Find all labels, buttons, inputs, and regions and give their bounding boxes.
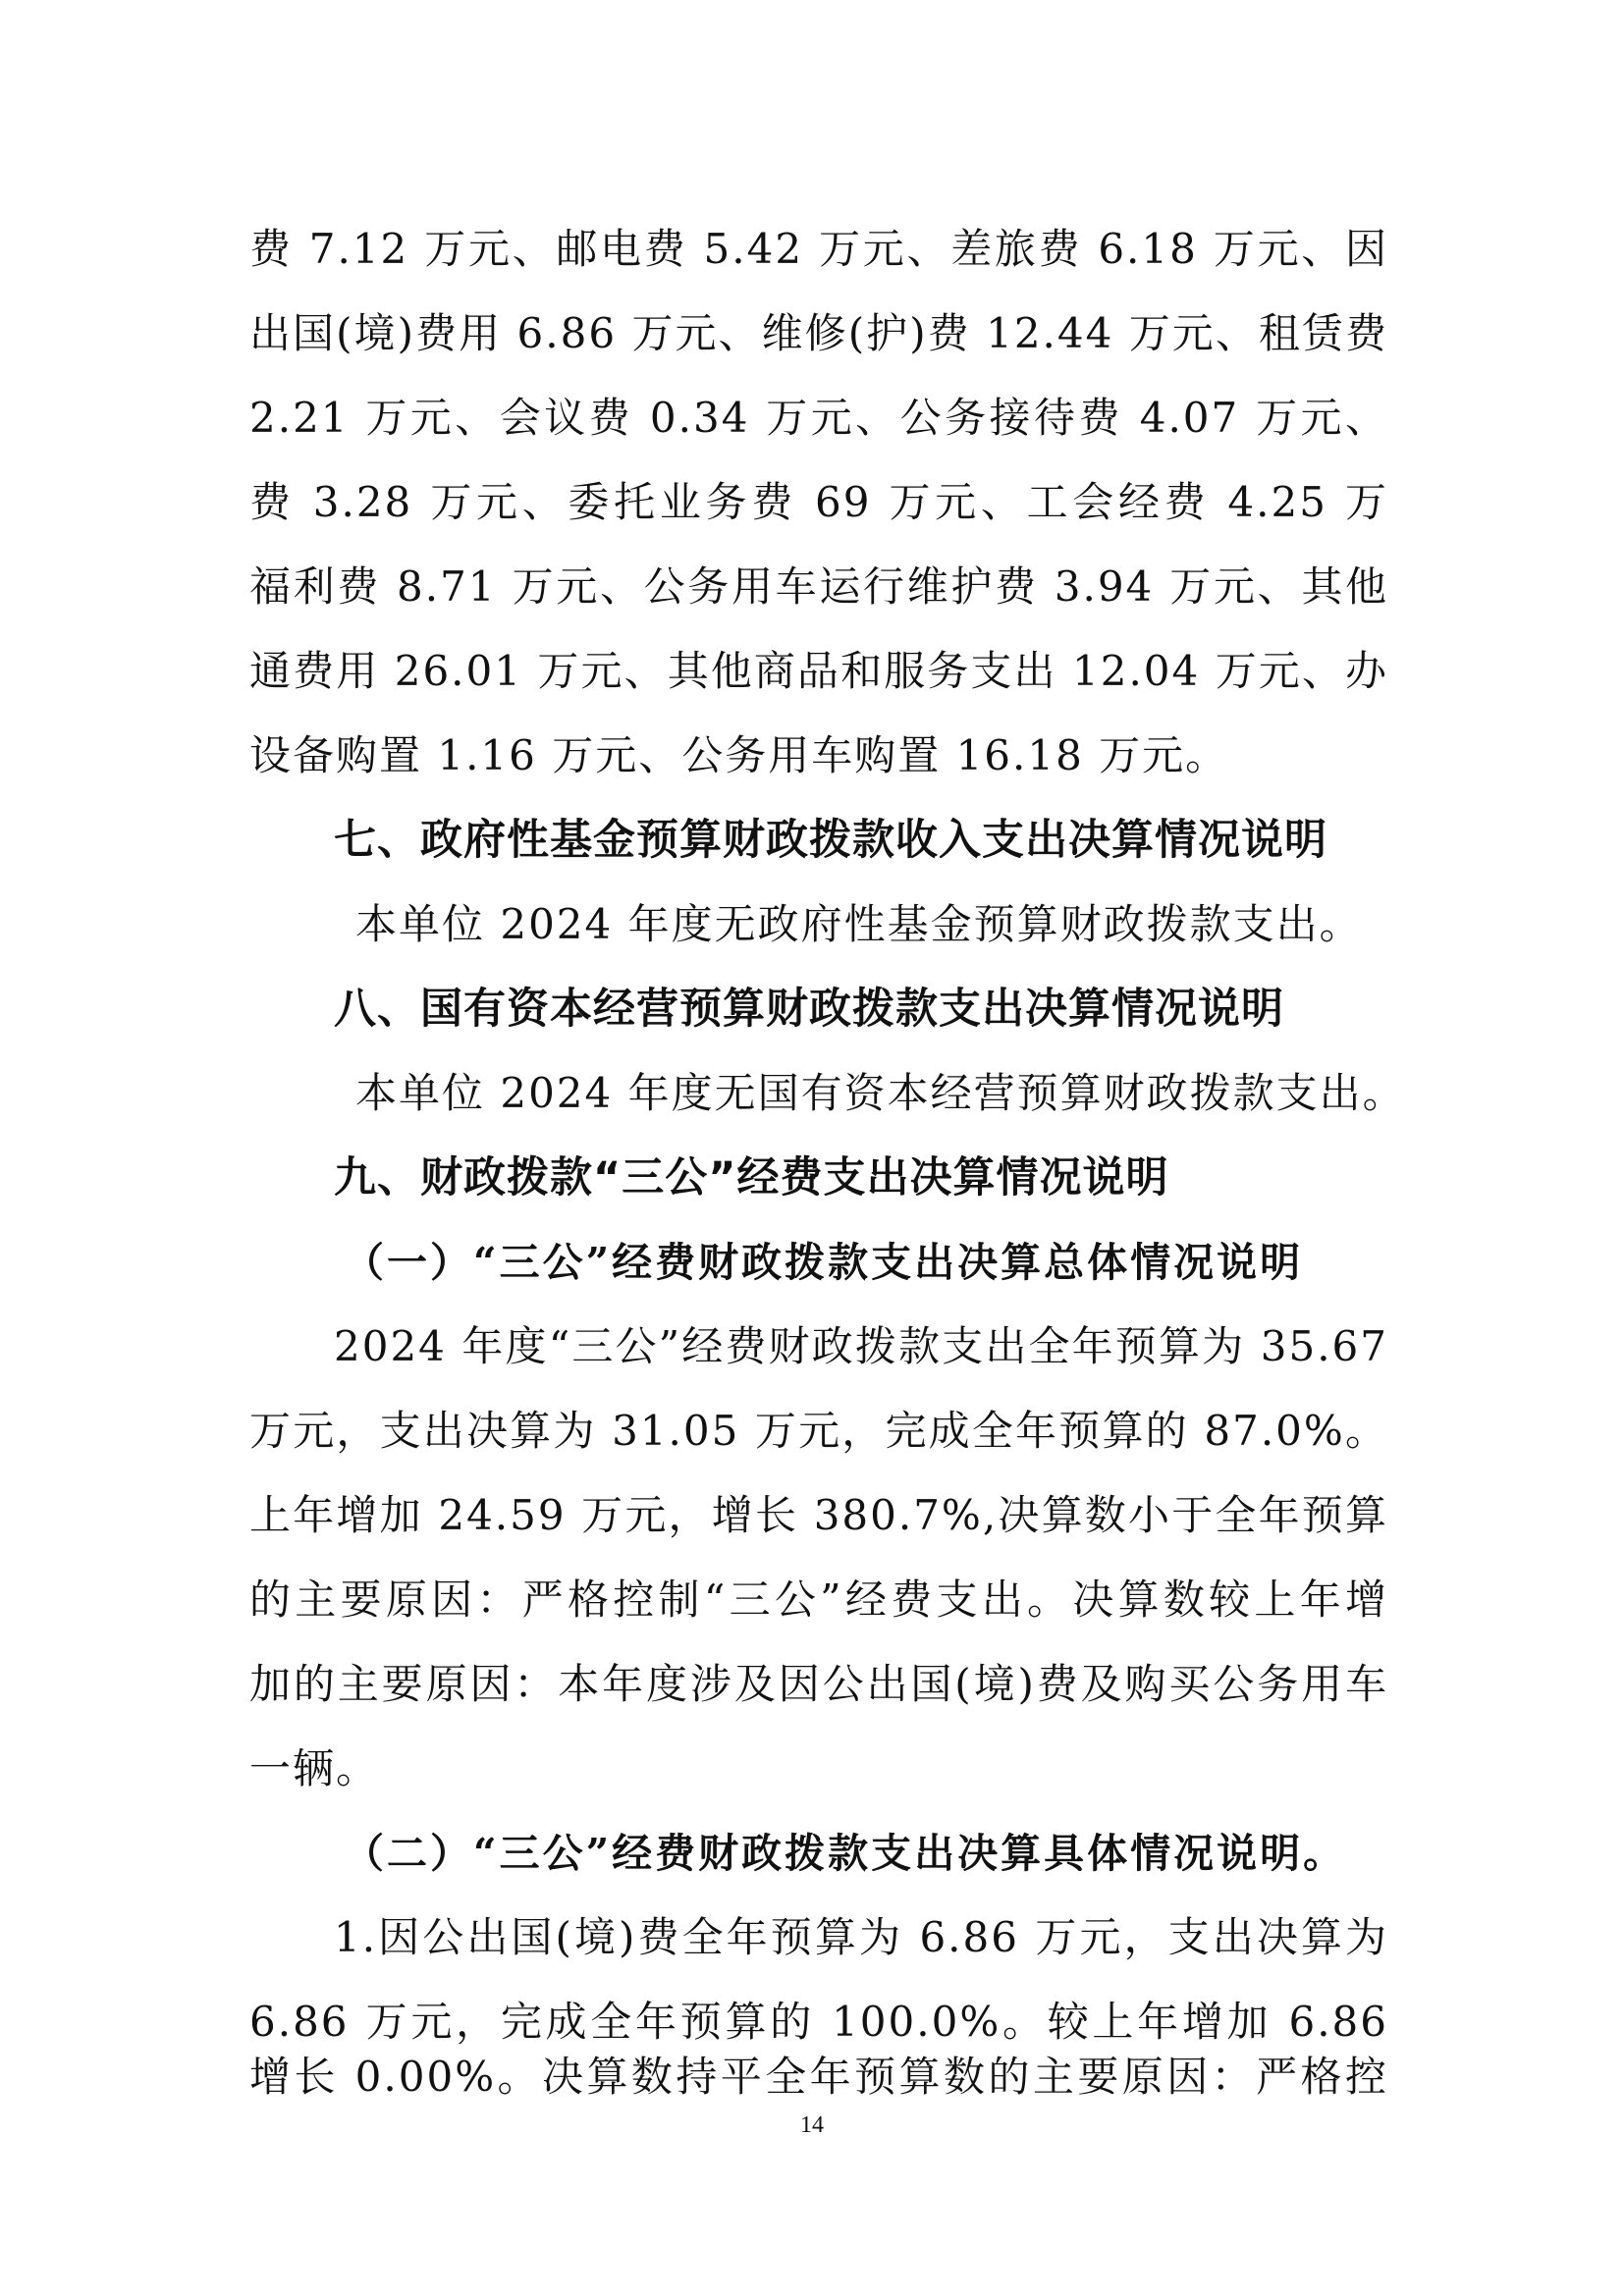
page-number: 14 — [800, 2112, 824, 2138]
expense-paragraph-line-3: 2.21 万元、会议费 0.34 万元、公务接待费 4.07 万元、 — [249, 394, 1388, 442]
section-7-heading: 七、政府性基金预算财政拨款收入支出决算情况说明 — [334, 816, 1327, 865]
section-8-body: 本单位 2024 年度无国有资本经营预算财政拨款支出。 — [355, 1069, 1406, 1117]
section-9-2-heading: （二）“三公”经费财政拨款支出决算具体情况说明。 — [344, 1830, 1347, 1877]
section-9-2-body-line-1: 1.因公出国(境)费全年预算为 6.86 万元，支出决算为 — [334, 1913, 1388, 1961]
section-9-1-heading: （一）“三公”经费财政拨款支出决算总体情况说明 — [344, 1239, 1304, 1286]
section-9-1-body-line-1: 2024 年度“三公”经费财政拨款支出全年预算为 35.67 — [334, 1322, 1388, 1370]
section-8-heading: 八、国有资本经营预算财政拨款支出决算情况说明 — [334, 985, 1284, 1034]
expense-paragraph-line-6: 通费用 26.01 万元、其他商品和服务支出 12.04 万元、办 — [249, 647, 1388, 695]
section-9-1-body-line-5: 加的主要原因：本年度涉及因公出国(境)费及购买公务用车 — [249, 1660, 1388, 1708]
expense-paragraph-line-4: 费 3.28 万元、委托业务费 69 万元、工会经费 4.25 万 — [249, 478, 1388, 526]
expense-paragraph-line-5: 福利费 8.71 万元、公务用车运行维护费 3.94 万元、其他 — [249, 562, 1388, 611]
section-9-1-body-line-3: 上年增加 24.59 万元，增长 380.7%,决算数小于全年预算 — [249, 1491, 1388, 1539]
section-9-2-body-line-2: 6.86 万元，完成全年预算的 100.0%。较上年增加 6.86 — [249, 1998, 1388, 2046]
section-9-1-body-line-2: 万元，支出决算为 31.05 万元，完成全年预算的 87.0%。 — [249, 1407, 1388, 1455]
expense-paragraph-line-7: 设备购置 1.16 万元、公务用车购置 16.18 万元。 — [249, 731, 1229, 779]
section-9-1-body-line-4: 的主要原因：严格控制“三公”经费支出。决算数较上年增 — [249, 1575, 1388, 1624]
section-9-1-body-line-6: 一辆。 — [249, 1744, 380, 1792]
section-9-2-body-line-3: 增长 0.00%。决算数持平全年预算数的主要原因：严格控 — [249, 2053, 1388, 2101]
expense-paragraph-line-2: 出国(境)费用 6.86 万元、维修(护)费 12.44 万元、租赁费 — [249, 309, 1388, 357]
section-7-body: 本单位 2024 年度无政府性基金预算财政拨款支出。 — [355, 900, 1363, 948]
expense-paragraph-line-1: 费 7.12 万元、邮电费 5.42 万元、差旅费 6.18 万元、因 — [249, 225, 1388, 273]
section-9-heading: 九、财政拨款“三公”经费支出决算情况说明 — [334, 1153, 1169, 1202]
